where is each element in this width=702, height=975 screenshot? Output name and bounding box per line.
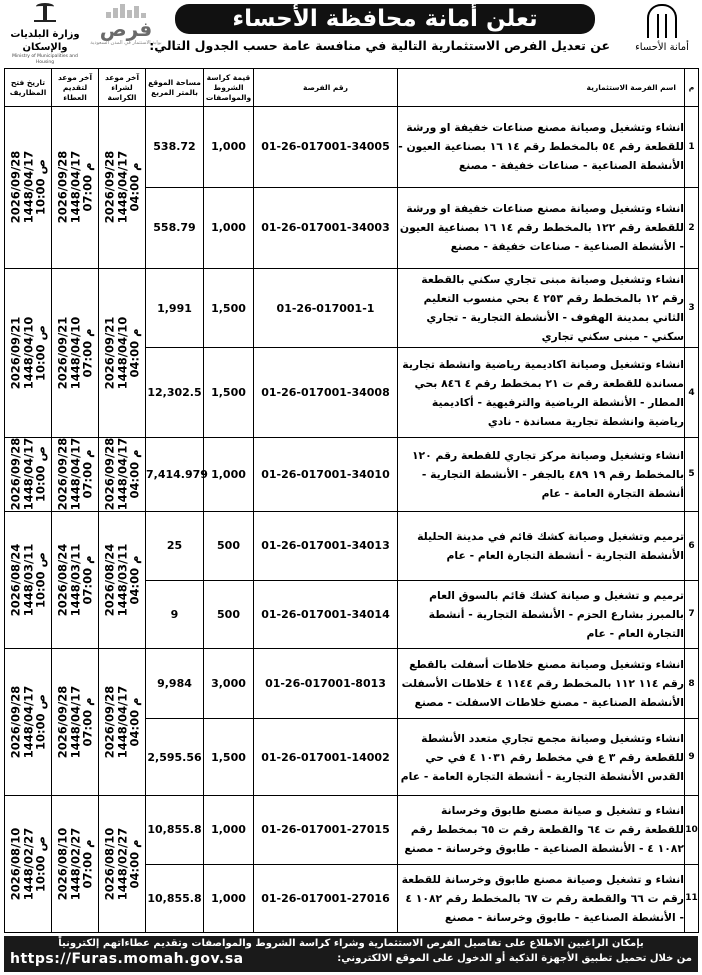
buy-date-time: 04:00 م xyxy=(127,555,142,605)
open-date-text xyxy=(9,544,47,616)
submit-date-time: 07:00 م xyxy=(80,328,95,378)
open-date-gregorian: 2026/09/21 xyxy=(8,316,23,389)
open-date-gregorian: 2026/09/28 xyxy=(8,151,23,224)
cell-index: 2 xyxy=(685,187,699,268)
table-row xyxy=(5,796,699,864)
cell-open-date xyxy=(5,512,52,649)
cell-area: 10,855.8 xyxy=(146,864,204,932)
cell-index: 6 xyxy=(685,512,699,580)
buy-date-gregorian: 2026/09/21 xyxy=(102,316,117,389)
open-date-gregorian: 2026/09/28 xyxy=(8,685,23,759)
submit-date-gregorian: 2026/09/28 xyxy=(55,438,70,511)
cell-ref-number: 01-26-017001-34008 xyxy=(254,348,398,437)
cell-ref-number: 01-26-017001-34005 xyxy=(254,107,398,188)
ministry-logo xyxy=(6,4,84,65)
cell-submit-date xyxy=(52,512,99,649)
cell-opportunity-name: ترميم وتشغيل وصيانة كشك قائم في مدينة الحليلة الأنشطة التجارية - أنشطة التجارة العام - عام xyxy=(398,512,685,580)
cell-area: 9,984 xyxy=(146,648,204,718)
cell-booklet-price: 1,000 xyxy=(204,187,254,268)
submit-date-gregorian: 2026/08/10 xyxy=(55,827,70,901)
cell-opportunity-name: انشاء وتشغيل وصيانة مصنع صناعات خفيفة او ورشة للقطعة رقم ١٢٢ بالمخطط رقم ١٤ ١٦ بصناعية العيون - الأنشطة الصناعية - صناعات خفيفة - مصنع xyxy=(398,187,685,268)
submit-date-text xyxy=(56,828,94,900)
cell-index: 1 xyxy=(685,107,699,188)
buy-date-gregorian: 2026/08/10 xyxy=(102,827,117,901)
submit-date-hijri: 1448/03/11 xyxy=(67,543,82,617)
buy-date-text xyxy=(103,544,141,616)
footer-line-1: بإمكان الراغبين الاطلاع على تفاصيل الفرص الاستثمارية وشراء كراسة الشروط والمواصفات وتقديم عطاءاتهم إلكترونياً xyxy=(58,938,644,949)
submit-date-hijri: 1448/02/27 xyxy=(67,827,82,901)
cell-booklet-price: 3,000 xyxy=(204,648,254,718)
open-date-gregorian: 2026/08/10 xyxy=(8,827,23,901)
cell-area: 1,991 xyxy=(146,268,204,348)
open-date-hijri: 1448/04/17 xyxy=(20,438,35,511)
palm-swords-icon xyxy=(32,4,58,26)
open-date-text xyxy=(9,828,47,900)
footer-line-2: من خلال تحميل تطبيق الأجهزة الذكية أو الدخول على الموقع الالكتروني: xyxy=(337,953,692,964)
submit-date-gregorian: 2026/09/28 xyxy=(55,151,70,224)
cell-open-date xyxy=(5,268,52,437)
buy-date-text xyxy=(103,438,141,510)
open-date-time: 10:00 ص xyxy=(33,324,48,381)
cell-buy-date xyxy=(99,512,146,649)
cell-booklet-price: 1,500 xyxy=(204,268,254,348)
submit-date-time: 07:00 م xyxy=(80,839,95,889)
cell-area: 10,855.8 xyxy=(146,796,204,864)
cell-open-date xyxy=(5,796,52,933)
cell-opportunity-name: انشاء وتشغيل وصيانة مجمع تجاري متعدد الأنشطة للقطعة رقم ٣ ع في مخطط رقم ١٠٣١ ٤ في حي القدس الأنشطة التجارية - أنشطة التجارة العامة - عام xyxy=(398,719,685,796)
buy-date-gregorian: 2026/08/24 xyxy=(102,543,117,617)
submit-date-time: 07:00 م xyxy=(80,162,95,212)
ministry-name-en: Ministry of Municipalities and Housing xyxy=(12,54,78,65)
submit-date-gregorian: 2026/09/28 xyxy=(55,685,70,759)
open-date-hijri: 1448/04/10 xyxy=(20,316,35,389)
cell-booklet-price: 500 xyxy=(204,512,254,580)
buy-date-hijri: 1448/03/11 xyxy=(114,543,129,617)
table-row xyxy=(5,107,699,188)
header-buy-deadline: آخر موعد لشراء الكراسة xyxy=(99,69,146,107)
cell-opportunity-name: انشاء وتشغيل وصيانة مصنع خلاطات أسفلت بالقطع رقم ١١٤ ١١٢ بالمخطط رقم ١١٤٤ ٤ خلاطات الأسفلت الأنشطة الصناعية - مصنع خلاطات الاسفلت - مصنع xyxy=(398,648,685,718)
cell-opportunity-name: انشاء و تشغيل وصيانة مصنع طابوق وخرسانة للقطعة رقم ت ٦٦ والقطعة رقم ت ٦٧ بالمخطط رقم ١٠٨٢ ٤ - الأنشطة الصناعية - طابوق وخرسانة - مصنع xyxy=(398,864,685,932)
submit-date-text xyxy=(56,316,94,388)
cell-index: 4 xyxy=(685,348,699,437)
forsa-caption: بوابة الاستثمار في المدن السعودية xyxy=(90,40,162,46)
cell-ref-number: 01-26-017001-1 xyxy=(254,268,398,348)
buy-date-time: 04:00 م xyxy=(127,697,142,747)
header-opportunity-name: اسم الفرصة الاستثمارية xyxy=(398,69,685,107)
cell-booklet-price: 1,500 xyxy=(204,719,254,796)
submit-date-time: 07:00 م xyxy=(80,555,95,605)
buy-date-hijri: 1448/04/10 xyxy=(114,316,129,389)
submit-date-hijri: 1448/04/17 xyxy=(67,438,82,511)
submit-date-text xyxy=(56,544,94,616)
buy-date-time: 04:00 م xyxy=(127,328,142,378)
cell-ref-number: 01-26-017001-27015 xyxy=(254,796,398,864)
open-date-hijri: 1448/04/17 xyxy=(20,151,35,224)
cell-area: 538.72 xyxy=(146,107,204,188)
forsa-wordmark: فرص xyxy=(99,17,153,41)
open-date-time: 10:00 ص xyxy=(33,552,48,609)
cell-buy-date xyxy=(99,648,146,795)
header-index: م xyxy=(685,69,699,107)
cell-area: 9 xyxy=(146,580,204,648)
buy-date-text xyxy=(103,151,141,223)
submit-date-hijri: 1448/04/10 xyxy=(67,316,82,389)
ahsa-emblem-icon xyxy=(647,4,677,38)
header-booklet-price: قيمة كراسة الشروط والمواصفات xyxy=(204,69,254,107)
cell-area: 7,414.979 xyxy=(146,437,204,512)
open-date-gregorian: 2026/09/28 xyxy=(8,438,23,511)
open-date-text xyxy=(9,151,47,223)
cell-booklet-price: 1,000 xyxy=(204,796,254,864)
open-date-time: 10:00 ص xyxy=(33,836,48,893)
submit-date-text xyxy=(56,151,94,223)
skyline-icon xyxy=(90,4,162,18)
cell-opportunity-name: انشاء وتشغيل وصيانة مبنى تجاري سكني بالقطعة رقم ١٢ بالمخطط رقم ٢٥٣ ٤ بحي منسوب التعليم الثاني بمدينة الهفوف - الأنشطة التجارية - تجاري سكني - مبنى سكني تجاري xyxy=(398,268,685,348)
cell-opportunity-name: انشاء وتشغيل وصيانة مصنع صناعات خفيفة او ورشة للقطعة رقم ٥٤ بالمخطط رقم ١٤ ١٦ بصناعية العيون - الأنشطة الصناعية - صناعات خفيفة - مصنع xyxy=(398,107,685,188)
header-submit-deadline: آخر موعد لتقديم العطاء xyxy=(52,69,99,107)
cell-ref-number: 01-26-017001-14002 xyxy=(254,719,398,796)
cell-booklet-price: 1,000 xyxy=(204,864,254,932)
furas-website-link[interactable]: https://Furas.momah.gov.sa xyxy=(10,951,244,967)
cell-opportunity-name: انشاء وتشغيل وصيانة اكاديمية رياضية وانشطة تجارية مساندة للقطعة رقم ت ٢١ بمخطط رقم ٤ ٨٤٦ بحي المطار - الأنشطة الرياضية والترفيهية - أكاديمية رياضية وانشطة تجارية مساندة - نادي xyxy=(398,348,685,437)
cell-index: 9 xyxy=(685,719,699,796)
buy-date-hijri: 1448/02/27 xyxy=(114,827,129,901)
buy-date-time: 04:00 م xyxy=(127,839,142,889)
page-subtitle: عن تعديل الفرص الاستثمارية التالية في منافسة عامة حسب الجدول التالي: xyxy=(149,38,610,53)
buy-date-gregorian: 2026/09/28 xyxy=(102,438,117,511)
cell-index: 8 xyxy=(685,648,699,718)
buy-date-gregorian: 2026/09/28 xyxy=(102,685,117,759)
ahsa-municipality-logo xyxy=(630,4,694,60)
buy-date-text xyxy=(103,828,141,900)
cell-booklet-price: 1,000 xyxy=(204,107,254,188)
cell-open-date xyxy=(5,648,52,795)
cell-submit-date xyxy=(52,796,99,933)
buy-date-hijri: 1448/04/17 xyxy=(114,685,129,759)
table-header-row xyxy=(5,69,699,107)
submit-date-text xyxy=(56,686,94,758)
open-date-time: 10:00 ص xyxy=(33,446,48,503)
footer-banner xyxy=(4,936,698,972)
buy-date-text xyxy=(103,316,141,388)
table-row xyxy=(5,512,699,580)
footer-line-2-wrap xyxy=(4,950,698,968)
buy-date-hijri: 1448/04/17 xyxy=(114,438,129,511)
cell-index: 7 xyxy=(685,580,699,648)
cell-buy-date xyxy=(99,107,146,269)
buy-date-text xyxy=(103,686,141,758)
submit-date-time: 07:00 م xyxy=(80,697,95,747)
cell-ref-number: 01-26-017001-34003 xyxy=(254,187,398,268)
buy-date-hijri: 1448/04/17 xyxy=(114,151,129,224)
cell-open-date xyxy=(5,107,52,269)
cell-ref-number: 01-26-017001-34013 xyxy=(254,512,398,580)
cell-submit-date xyxy=(52,107,99,269)
cell-index: 10 xyxy=(685,796,699,864)
open-date-hijri: 1448/02/27 xyxy=(20,827,35,901)
table-row xyxy=(5,437,699,512)
cell-area: 12,302.5 xyxy=(146,348,204,437)
cell-open-date xyxy=(5,437,52,512)
table-row xyxy=(5,268,699,348)
open-date-time: 10:00 ص xyxy=(33,159,48,216)
cell-booklet-price: 1,000 xyxy=(204,437,254,512)
header-open-date: تاريخ فتح المظاريف xyxy=(5,69,52,107)
header xyxy=(0,0,702,64)
cell-submit-date xyxy=(52,268,99,437)
open-date-hijri: 1448/03/11 xyxy=(20,543,35,617)
cell-booklet-price: 500 xyxy=(204,580,254,648)
cell-buy-date xyxy=(99,437,146,512)
cell-opportunity-name: انشاء و تشغيل و صيانة مصنع طابوق وخرسانة للقطعة رقم ت ٦٤ والقطعة رقم ت ٦٥ بمخطط رقم ١٠٨٢ ٤ - الأنشطة الصناعية - طابوق وخرسانة - مصنع xyxy=(398,796,685,864)
table-body xyxy=(5,107,699,933)
open-date-text xyxy=(9,316,47,388)
open-date-text xyxy=(9,438,47,510)
open-date-hijri: 1448/04/17 xyxy=(20,685,35,759)
cell-buy-date xyxy=(99,268,146,437)
cell-ref-number: 01-26-017001-8013 xyxy=(254,648,398,718)
cell-submit-date xyxy=(52,648,99,795)
cell-ref-number: 01-26-017001-34010 xyxy=(254,437,398,512)
buy-date-time: 04:00 م xyxy=(127,162,142,212)
cell-ref-number: 01-26-017001-27016 xyxy=(254,864,398,932)
page-title: تعلن أمانة محافظة الأحساء xyxy=(175,4,595,34)
cell-area: 2,595.56 xyxy=(146,719,204,796)
forsa-logo xyxy=(90,4,162,62)
header-area: مساحة الموقع بالمتر المربع xyxy=(146,69,204,107)
submit-date-hijri: 1448/04/17 xyxy=(67,151,82,224)
submit-date-hijri: 1448/04/17 xyxy=(67,685,82,759)
ministry-name-ar: وزارة البلديات والإسكان xyxy=(10,29,80,53)
logo-caption: أمانة الأحساء xyxy=(635,42,689,53)
cell-booklet-price: 1,500 xyxy=(204,348,254,437)
table-row xyxy=(5,648,699,718)
header-ref-number: رقم الفرصة xyxy=(254,69,398,107)
cell-buy-date xyxy=(99,796,146,933)
cell-index: 11 xyxy=(685,864,699,932)
submit-date-gregorian: 2026/08/24 xyxy=(55,543,70,617)
cell-area: 558.79 xyxy=(146,187,204,268)
cell-submit-date xyxy=(52,437,99,512)
cell-ref-number: 01-26-017001-34014 xyxy=(254,580,398,648)
opportunities-table xyxy=(4,68,699,933)
cell-opportunity-name: انشاء وتشغيل وصيانة مركز تجاري للقطعة رقم ١٢٠ بالمخطط رقم ١٩ ٤٨٩ بالجفر - الأنشطة التجارية - أنشطة التجارة العامة - عام xyxy=(398,437,685,512)
open-date-text xyxy=(9,686,47,758)
submit-date-gregorian: 2026/09/21 xyxy=(55,316,70,389)
buy-date-gregorian: 2026/09/28 xyxy=(102,151,117,224)
open-date-gregorian: 2026/08/24 xyxy=(8,543,23,617)
cell-index: 3 xyxy=(685,268,699,348)
cell-index: 5 xyxy=(685,437,699,512)
cell-area: 25 xyxy=(146,512,204,580)
open-date-time: 10:00 ص xyxy=(33,694,48,751)
cell-opportunity-name: ترميم و تشغيل و صيانة كشك قائم بالسوق العام بالمبرز بشارع الحزم - الأنشطة التجارية - أنشطة التجارة العام - عام xyxy=(398,580,685,648)
buy-date-time: 04:00 م xyxy=(127,449,142,499)
submit-date-text xyxy=(56,438,94,510)
submit-date-time: 07:00 م xyxy=(80,449,95,499)
